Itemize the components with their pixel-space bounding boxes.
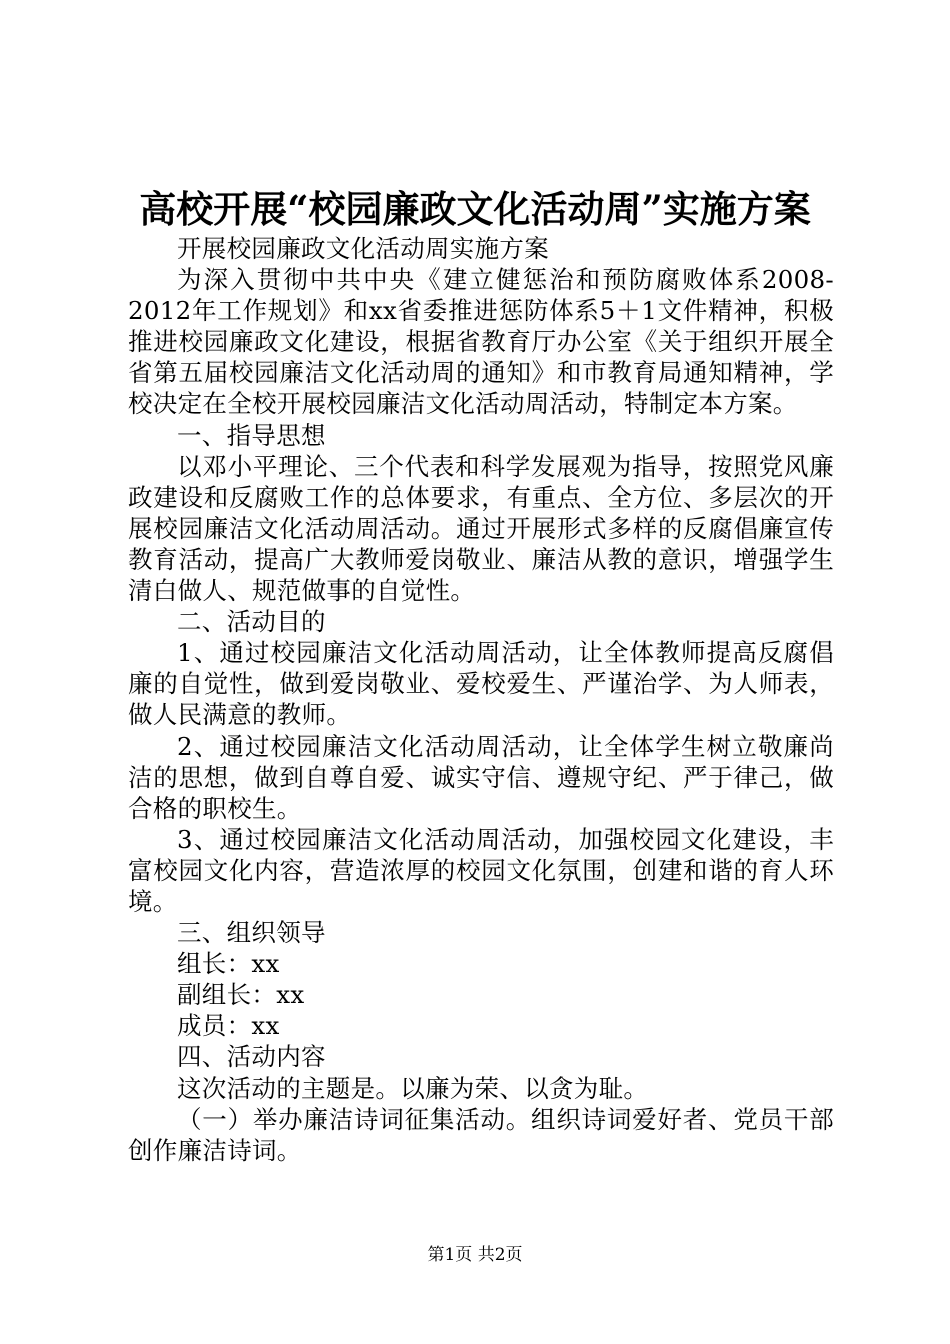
section-heading-activity-goals: 二、活动目的: [177, 607, 326, 637]
activity-item-1: （一）举办廉洁诗词征集活动。组织诗词爱好者、党员干部创作廉洁诗词。: [128, 1104, 834, 1165]
activity-theme-paragraph: 这次活动的主题是。以廉为荣、以贪为耻。: [177, 1073, 649, 1103]
guiding-thought-paragraph: 以邓小平理论、三个代表和科学发展观为指导，按照党风廉政建设和反腐败工作的总体要求，有重点、全方位、多层次的开展校园廉洁文化活动周活动。通过开展形式多样的反腐倡廉宣传教育活动，提高广大教师爱岗敬业、廉洁从教的意识，增强学生清白做人、规范做事的自觉性。: [128, 451, 834, 606]
intro-paragraph: 为深入贯彻中共中央《建立健惩治和预防腐败体系2008-2012年工作规划》和xx省委推进惩防体系5＋1文件精神，积极推进校园廉政文化建设，根据省教育厅办公室《关于组织开展全省第五届校园廉洁文化活动周的通知》和市教育局通知精神，学校决定在全校开展校园廉洁文化活动周活动，特制定本方案。: [128, 265, 834, 419]
section-heading-activity-content: 四、活动内容: [177, 1042, 326, 1072]
section-heading-organization: 三、组织领导: [177, 918, 326, 948]
org-members: 成员：xx: [177, 1011, 280, 1041]
goal-item-3: 3、通过校园廉洁文化活动周活动，加强校园文化建设，丰富校园文化内容，营造浓厚的校园文化氛围，创建和谐的育人环境。: [128, 824, 834, 916]
document-title: 高校开展“校园廉政文化活动周”实施方案: [139, 187, 811, 231]
subtitle-paragraph: 开展校园廉政文化活动周实施方案: [177, 234, 549, 263]
org-deputy-leader: 副组长：xx: [177, 980, 305, 1010]
section-heading-guiding-thought: 一、指导思想: [177, 420, 326, 450]
goal-item-1: 1、通过校园廉洁文化活动周活动，让全体教师提高反腐倡廉的自觉性，做到爱岗敬业、爱校爱生、严谨治学、为人师表，做人民满意的教师。: [128, 638, 834, 730]
org-leader: 组长：xx: [177, 949, 280, 979]
goal-item-2: 2、通过校园廉洁文化活动周活动，让全体学生树立敬廉尚洁的思想，做到自尊自爱、诚实守信、遵规守纪、严于律己，做合格的职校生。: [128, 731, 834, 823]
page-number-footer: 第1页 共2页: [427, 1245, 523, 1265]
document-body: [128, 233, 834, 1166]
